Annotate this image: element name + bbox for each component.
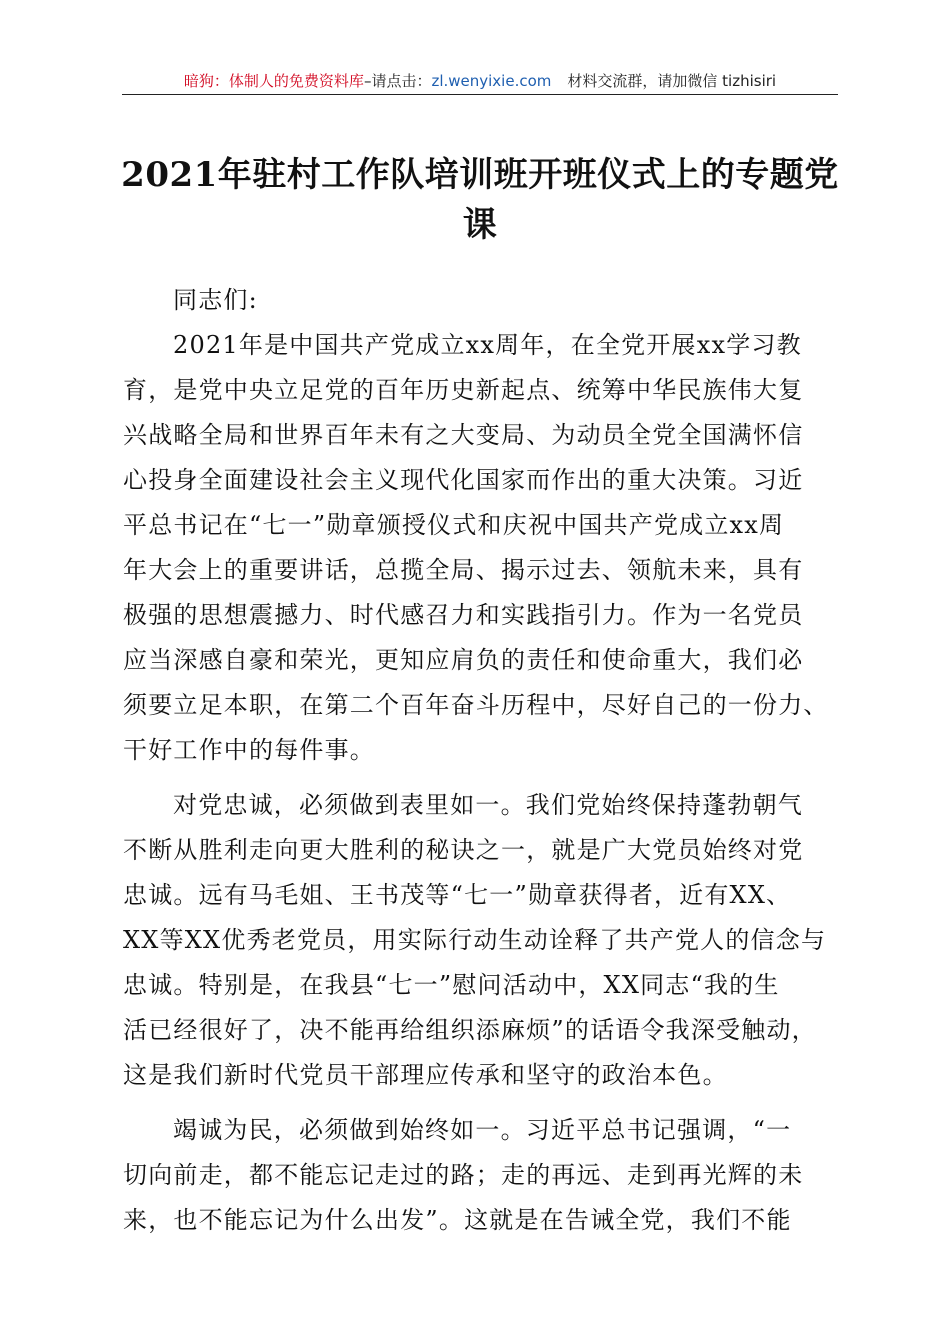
paragraph-line: 切向前走，都不能忘记走过的路；走的再远、走到再光辉的未 [123, 1161, 804, 1189]
header-url-link[interactable]: zl.wenyixie.com [431, 72, 552, 90]
greeting: 同志们: [173, 286, 258, 314]
page-header [122, 70, 838, 92]
paragraph-1 [123, 323, 839, 773]
paragraph-line: 来，也不能忘记为什么出发”。这就是在告诫全党，我们不能 [123, 1206, 792, 1234]
paragraph-line: 育，是党中央立足党的百年历史新起点、统筹中华民族伟大复 [123, 376, 804, 404]
paragraph-line: 年大会上的重要讲话，总揽全局、揭示过去、领航未来，具有 [123, 556, 804, 584]
header-contact: 材料交流群，请加微信 tizhisiri [567, 72, 777, 90]
paragraph-line: XX等XX优秀老党员，用实际行动生动诠释了共产党人的信念与 [123, 926, 827, 954]
header-brand: 暗狗：体制人的免费资料库 [183, 72, 364, 90]
paragraph-line: 须要立足本职，在第二个百年奋斗历程中，尽好自己的一份力、 [123, 691, 829, 719]
header-divider [122, 94, 838, 95]
paragraph-line: 忠诚。远有马毛姐、王书茂等“七一”勋章获得者，近有XX、 [123, 881, 792, 909]
paragraph-line: 兴战略全局和世界百年未有之大变局、为动员全党全国满怀信 [123, 421, 804, 449]
title-line-1: 2021年驻村工作队培训班开班仪式上的专题党 [121, 155, 839, 195]
paragraph-line: 心投身全面建设社会主义现代化国家而作出的重大决策。习近 [123, 466, 804, 494]
paragraph-line: 对党忠诚，必须做到表里如一。我们党始终保持蓬勃朝气 [173, 791, 803, 819]
title-line-2: 课 [462, 205, 498, 245]
paragraph-3 [123, 1108, 839, 1243]
paragraph-line: 竭诚为民，必须做到始终如一。习近平总书记强调，“一 [173, 1116, 792, 1144]
paragraph-line: 忠诚。特别是，在我县“七一”慰问活动中，XX同志“我的生 [123, 971, 780, 999]
paragraph-line: 平总书记在“七一”勋章颁授仪式和庆祝中国共产党成立xx周 [123, 511, 785, 539]
paragraph-line: 这是我们新时代党员干部理应传承和坚守的政治本色。 [123, 1061, 728, 1089]
paragraph-spacer [123, 773, 839, 783]
header-click-label: –请点击： [363, 72, 432, 90]
paragraph-spacer [123, 1098, 839, 1108]
paragraph-line: 应当深感自豪和荣光，更知应肩负的责任和使命重大，我们必 [123, 646, 804, 674]
paragraph-line: 不断从胜利走向更大胜利的秘诀之一，就是广大党员始终对党 [123, 836, 804, 864]
paragraph-line: 活已经很好了，决不能再给组织添麻烦”的话语令我深受触动， [123, 1016, 817, 1044]
paragraph-line: 极强的思想震撼力、时代感召力和实践指引力。作为一名党员 [123, 601, 804, 629]
document-title [110, 150, 850, 250]
paragraph-line: 2021年是中国共产党成立xx周年，在全党开展xx学习教 [173, 331, 802, 359]
document-body [123, 278, 839, 1243]
paragraph-2 [123, 783, 839, 1098]
paragraph-line: 干好工作中的每件事。 [123, 736, 375, 764]
